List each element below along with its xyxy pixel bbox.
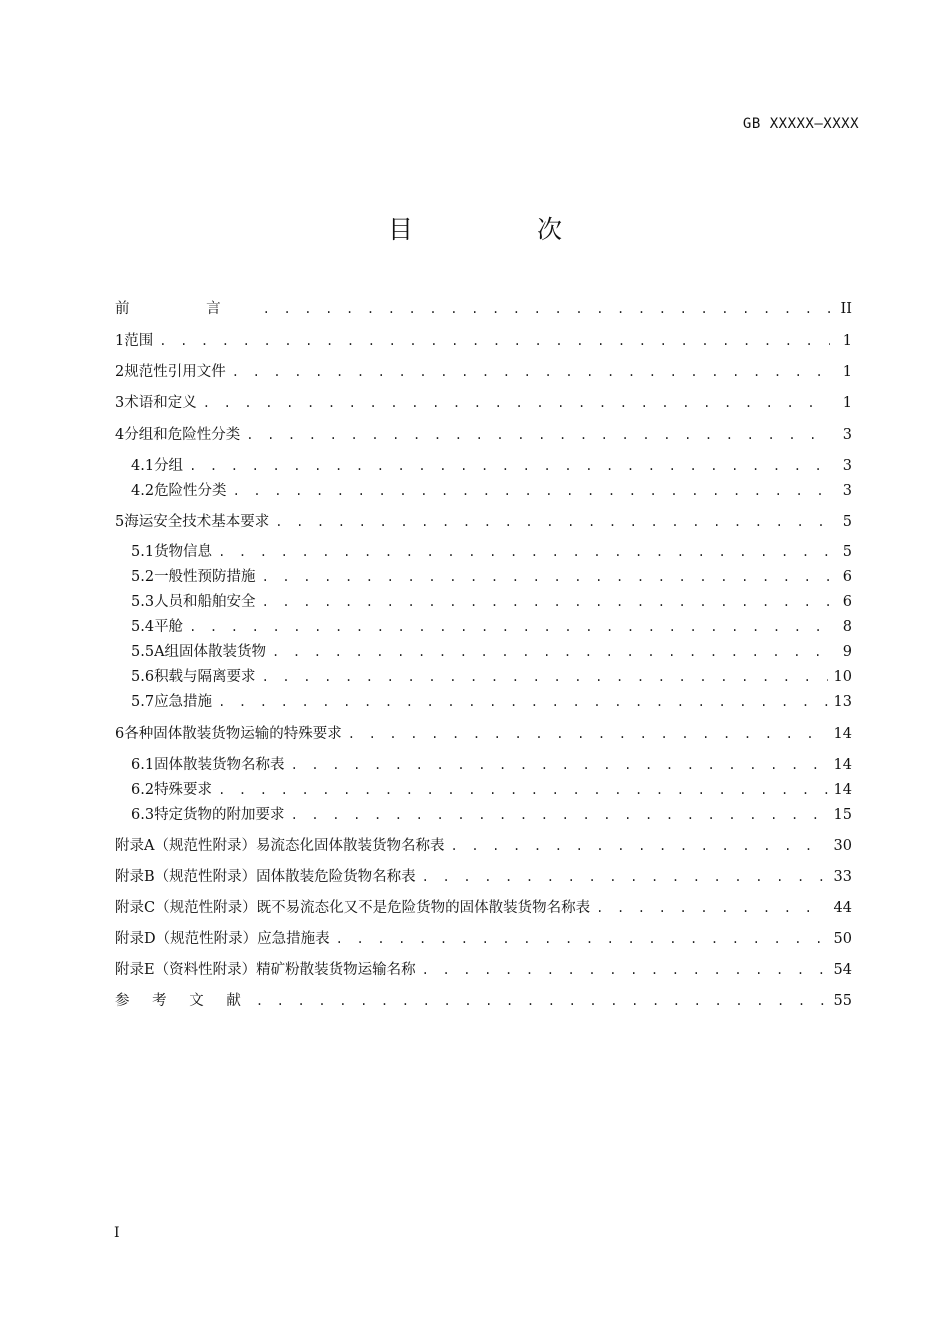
toc-entry-label: 分组 (154, 458, 184, 474)
dot-leader (262, 566, 830, 588)
toc-entry[interactable] (131, 754, 852, 776)
toc-entry-number: 5.6 (131, 669, 155, 685)
toc-entry-page: 8 (842, 619, 852, 635)
toc-entry[interactable] (115, 424, 852, 446)
toc-entry-number: 5.1 (131, 544, 155, 560)
dot-leader (336, 928, 828, 950)
toc-entry[interactable] (131, 455, 852, 477)
toc-entry-page: 6 (842, 594, 852, 610)
dot-leader (256, 990, 828, 1012)
toc-entry[interactable] (115, 392, 852, 414)
toc-entry-page: II (840, 301, 852, 317)
toc-entry-number: 5.4 (131, 619, 155, 635)
toc-entry[interactable] (131, 480, 852, 502)
toc-entry-label: 人员和船舶安全 (154, 594, 256, 610)
toc-entry[interactable] (131, 591, 852, 613)
page-title: 目 次 (388, 215, 620, 244)
dot-leader (596, 897, 827, 919)
toc-entry-page: 55 (833, 993, 852, 1009)
toc-entry-number: 5.5 (131, 644, 155, 660)
toc-entry-label: 一般性预防措施 (154, 569, 256, 585)
toc-entry[interactable] (131, 566, 852, 588)
toc-entry-label: 术语和定义 (124, 395, 197, 411)
toc-entry[interactable] (115, 897, 852, 919)
toc-entry[interactable] (115, 928, 852, 950)
toc-entry-label: 海运安全技术基本要求 (124, 514, 270, 530)
toc-entry-number: 4 (115, 427, 125, 443)
toc-entry-number: 5 (115, 514, 125, 530)
toc-entry-page: 14 (833, 726, 852, 742)
toc-entry-page: 6 (842, 569, 852, 585)
toc-entry[interactable] (115, 959, 852, 981)
dot-leader (159, 330, 830, 352)
toc-entry[interactable] (131, 616, 852, 638)
dot-leader (262, 666, 828, 688)
toc-entry-number: 4.2 (131, 483, 155, 499)
toc-entry-label: 特殊要求 (154, 782, 213, 798)
toc-entry-page: 9 (842, 644, 852, 660)
toc-entry-number: 5.3 (131, 594, 155, 610)
toc-entry-page: 1 (842, 364, 852, 380)
toc-entry-page: 54 (833, 962, 852, 978)
dot-leader (233, 480, 830, 502)
dot-leader (262, 591, 830, 613)
toc-entry-page: 33 (833, 869, 852, 885)
dot-leader (275, 511, 830, 533)
dot-leader (291, 754, 828, 776)
dot-leader (218, 541, 830, 563)
toc-entry-page: 5 (842, 514, 852, 530)
toc-entry[interactable] (115, 990, 852, 1012)
toc-entry-page: 13 (833, 694, 852, 710)
toc-entry-label: 规范性引用文件 (124, 364, 226, 380)
toc-entry-label: 特定货物的附加要求 (154, 807, 285, 823)
toc-entry-number: 3 (115, 395, 125, 411)
toc-entry-page: 3 (842, 427, 852, 443)
toc-entry[interactable] (115, 298, 852, 320)
toc-entry-number: 2 (115, 364, 125, 380)
toc-entry-number: 6.2 (131, 782, 155, 798)
toc-entry[interactable] (131, 641, 852, 663)
toc-entry-number: 1 (115, 333, 125, 349)
toc-entry-page: 14 (833, 757, 852, 773)
toc-entry-page: 3 (842, 483, 852, 499)
toc-entry-number: 附录E（资料性附录） (115, 962, 257, 978)
toc-entry-number: 附录A（规范性附录） (115, 838, 256, 854)
toc-entry-label: 易流态化固体散装货物名称表 (255, 838, 445, 854)
dot-leader (263, 298, 830, 320)
standard-code: GB XXXXX—XXXX (742, 116, 859, 132)
dot-leader (348, 723, 828, 745)
dot-leader (246, 424, 830, 446)
dot-leader (203, 392, 830, 414)
toc-entry-label: 固体散装货物名称表 (154, 757, 285, 773)
toc-entry-label: 既不易流态化又不是危险货物的固体散装货物名称表 (256, 900, 591, 916)
dot-leader (189, 455, 830, 477)
dot-leader (218, 779, 827, 801)
toc-entry-label: 分组和危险性分类 (124, 427, 241, 443)
toc-entry-page: 30 (833, 838, 852, 854)
toc-entry[interactable] (131, 779, 852, 801)
toc-entry-page: 1 (842, 333, 852, 349)
toc-entry-page: 10 (833, 669, 852, 685)
toc-entry-label: 各种固体散装货物运输的特殊要求 (124, 726, 342, 742)
toc-entry-number: 附录C（规范性附录） (115, 900, 257, 916)
toc-entry-page: 3 (842, 458, 852, 474)
toc-entry-label: 积载与隔离要求 (154, 669, 256, 685)
dot-leader (291, 804, 828, 826)
toc-entry-label: 前 言 (115, 301, 257, 317)
toc-entry-label: 应急措施 (154, 694, 213, 710)
toc-entry-number: 4.1 (131, 458, 155, 474)
toc-entry-number: 附录B（规范性附录） (115, 869, 257, 885)
toc-entry[interactable] (131, 666, 852, 688)
toc-entry[interactable] (131, 804, 852, 826)
toc-entry-number: 6.3 (131, 807, 155, 823)
toc-entry-label: 固体散装危险货物名称表 (256, 869, 416, 885)
dot-leader (422, 866, 828, 888)
toc-entry-number: 6.1 (131, 757, 155, 773)
toc-entry-page: 15 (833, 807, 852, 823)
dot-leader (422, 959, 828, 981)
dot-leader (450, 835, 827, 857)
toc-entry-number: 附录D（规范性附录） (115, 931, 258, 947)
toc-entry-label: 平舱 (154, 619, 184, 635)
page-number: I (114, 1225, 120, 1241)
toc-entry-number: 6 (115, 726, 125, 742)
toc-entry-page: 1 (842, 395, 852, 411)
dot-leader (272, 641, 830, 663)
toc-entry-page: 14 (833, 782, 852, 798)
toc-entry-label: 货物信息 (154, 544, 213, 560)
toc-entry-label: 危险性分类 (154, 483, 227, 499)
toc-entry[interactable] (131, 541, 852, 563)
toc-entry-page: 5 (842, 544, 852, 560)
dot-leader (232, 361, 830, 383)
toc-entry[interactable] (115, 723, 852, 745)
toc-entry[interactable] (131, 691, 852, 713)
toc-entry-number: 5.2 (131, 569, 155, 585)
toc-entry-label: A组固体散装货物 (154, 644, 267, 660)
toc-entry-page: 44 (833, 900, 852, 916)
toc-entry[interactable] (115, 361, 852, 383)
toc-entry-label: 精矿粉散装货物运输名称 (256, 962, 416, 978)
toc-entry-page: 50 (833, 931, 852, 947)
toc-entry-label: 范围 (124, 333, 154, 349)
toc-entry[interactable] (115, 511, 852, 533)
dot-leader (218, 691, 827, 713)
dot-leader (189, 616, 830, 638)
toc-entry[interactable] (115, 835, 852, 857)
toc-entry[interactable] (115, 330, 852, 352)
toc-entry-number: 5.7 (131, 694, 155, 710)
toc-entry-label: 参 考 文 献 (115, 993, 250, 1009)
toc-entry-label: 应急措施表 (257, 931, 330, 947)
toc-entry[interactable] (115, 866, 852, 888)
